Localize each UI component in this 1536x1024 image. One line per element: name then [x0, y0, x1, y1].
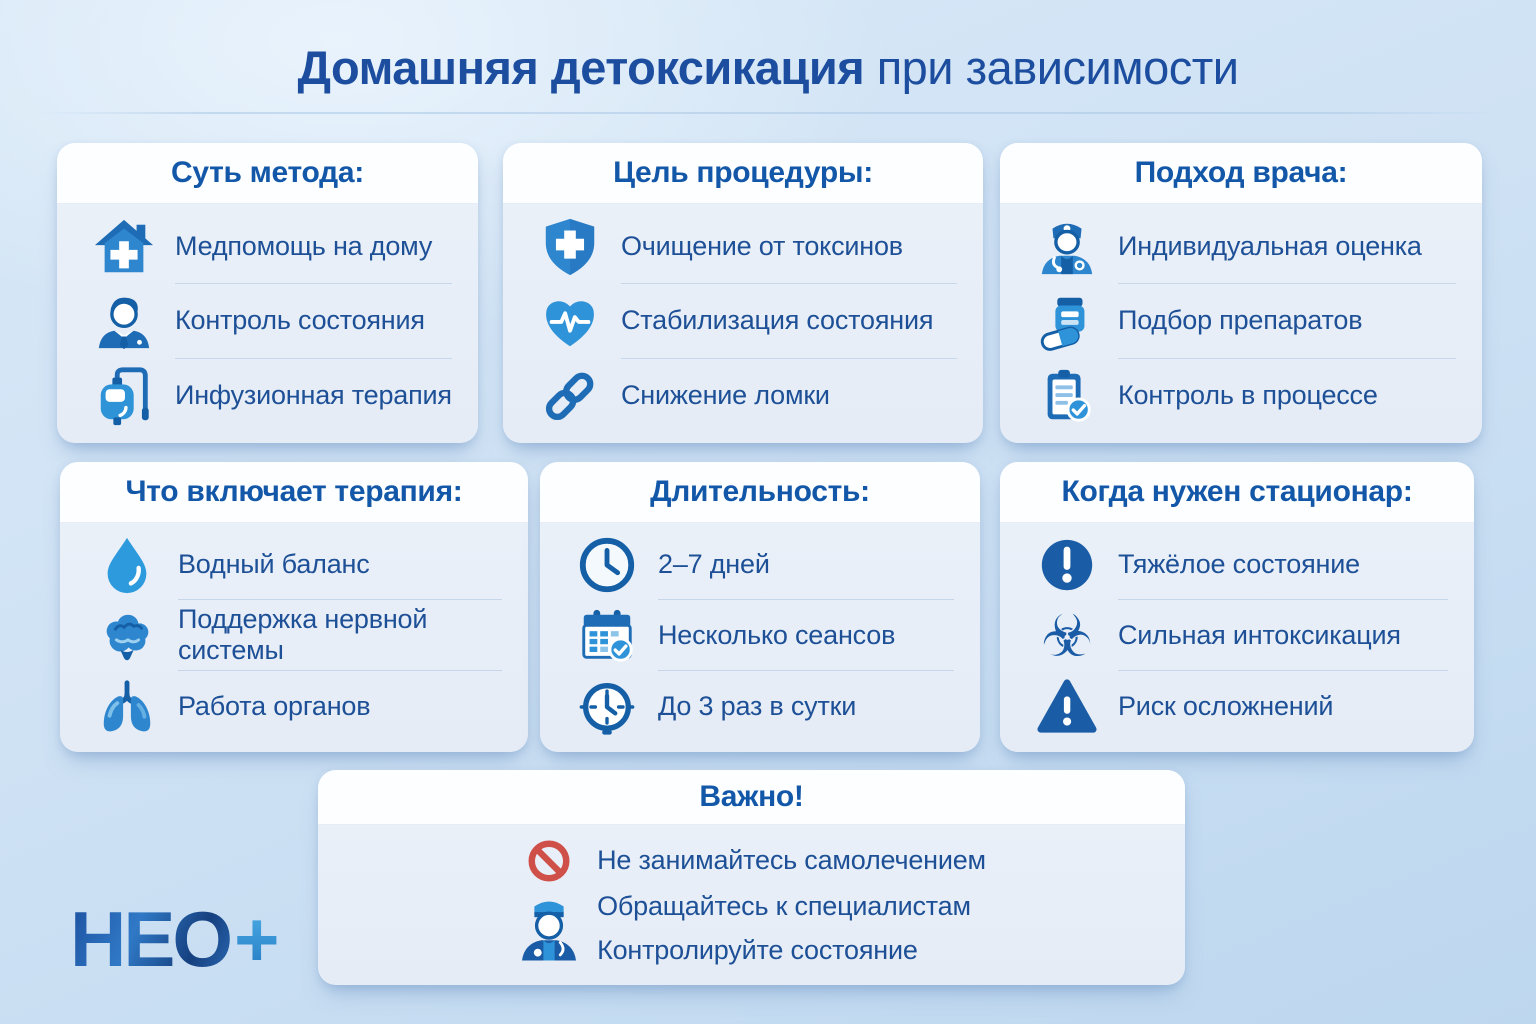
item-label: Медпомощь на дому: [175, 231, 433, 262]
card-title: Важно!: [318, 770, 1185, 825]
list-item: [93, 359, 452, 433]
logo-text: НЕО: [70, 895, 231, 983]
clipboard-check-icon: [1036, 365, 1098, 427]
list-item: [539, 359, 957, 433]
list-item: [576, 529, 954, 600]
item-label: Контроль состояния: [175, 305, 425, 336]
card-important: [318, 770, 1185, 985]
surgeon-icon: [513, 893, 585, 965]
list-item: [96, 529, 502, 600]
card-body: [60, 523, 528, 752]
page-title-bold: Домашняя детоксикация: [297, 41, 865, 94]
alert-circle-icon: [1036, 534, 1098, 596]
lungs-icon: [96, 676, 158, 738]
list-item: [1036, 671, 1448, 742]
card-body: [57, 204, 478, 443]
card-goal: [503, 143, 983, 443]
item-label: Тяжёлое состояние: [1118, 548, 1360, 579]
page-title: [0, 40, 1536, 96]
card-body: [503, 204, 983, 443]
card-therapy: [60, 462, 528, 752]
clock-icon: [576, 534, 638, 596]
list-item: [539, 284, 957, 358]
item-label: Риск осложнений: [1118, 691, 1334, 721]
card-title: Когда нужен стационар:: [1000, 462, 1474, 523]
item-label: Водный баланс: [178, 548, 370, 579]
list-item: [576, 671, 954, 742]
item-label: 2–7 дней: [658, 548, 770, 579]
card-body: [1000, 204, 1482, 443]
item-label: Поддержка нервной системы: [178, 604, 428, 665]
card-title: Что включает терапия:: [60, 462, 528, 523]
chain-icon: [539, 365, 601, 427]
item-label: Индивидуальная оценка: [1118, 231, 1422, 262]
list-item: [539, 210, 957, 284]
brain-icon: [96, 605, 158, 667]
warning-triangle-icon: [1036, 676, 1098, 738]
item-label: Подбор препаратов: [1118, 305, 1363, 336]
card-body: [540, 523, 980, 752]
alarm-clock-icon: [576, 676, 638, 738]
list-item: [1036, 529, 1448, 600]
prohibition-icon: [526, 838, 572, 884]
card-duration: [540, 462, 980, 752]
item-label: Несколько сеансов: [658, 619, 896, 650]
card-title: Длительность:: [540, 462, 980, 523]
list-item: [1036, 284, 1456, 358]
item-label: Инфузионная терапия: [175, 380, 452, 411]
item-label: Снижение ломки: [621, 380, 830, 411]
item-label: До 3 раз в сутки: [658, 691, 857, 721]
item-label: Стабилизация состояния: [621, 305, 934, 336]
item-label: Сильная интоксикация: [1118, 619, 1401, 650]
logo: [70, 895, 277, 983]
item-label: Контроль в процессе: [1118, 380, 1378, 411]
card-hospital: [1000, 462, 1474, 752]
logo-plus-icon: +: [234, 895, 277, 983]
doctor-cap-icon: [1036, 216, 1098, 278]
water-drop-icon: [96, 534, 158, 596]
card-body: [318, 825, 1185, 985]
list-item: [1036, 600, 1448, 671]
list-item: [576, 600, 954, 671]
item-label: Обращайтесь к специалистам: [597, 891, 971, 922]
item-label: Работа органов: [178, 691, 371, 721]
list-item: [1036, 210, 1456, 284]
list-item: [96, 671, 502, 742]
card-method: [57, 143, 478, 443]
card-approach: [1000, 143, 1482, 443]
biohazard-icon: ☣: [1041, 601, 1093, 670]
calendar-check-icon: [576, 605, 638, 667]
list-item: [1036, 359, 1456, 433]
house-cross-icon: [93, 216, 155, 278]
iv-bag-icon: [93, 365, 155, 427]
list-item: [93, 210, 452, 284]
card-title: Суть метода:: [57, 143, 478, 204]
list-item: [96, 600, 502, 671]
item-label: Очищение от токсинов: [621, 231, 903, 262]
shield-cross-icon: [539, 216, 601, 278]
heart-pulse-icon: [539, 290, 601, 352]
item-label: Контролируйте состояние: [597, 935, 918, 965]
item-label: Не занимайтесь самолечением: [597, 845, 986, 876]
card-body: [1000, 523, 1474, 752]
list-item: [93, 284, 452, 358]
page-title-rest: при зависимости: [864, 41, 1239, 94]
card-title: Подход врача:: [1000, 143, 1482, 204]
doctor-icon: [93, 290, 155, 352]
title-divider: [36, 112, 1500, 114]
pills-icon: [1036, 290, 1098, 352]
card-title: Цель процедуры:: [503, 143, 983, 204]
